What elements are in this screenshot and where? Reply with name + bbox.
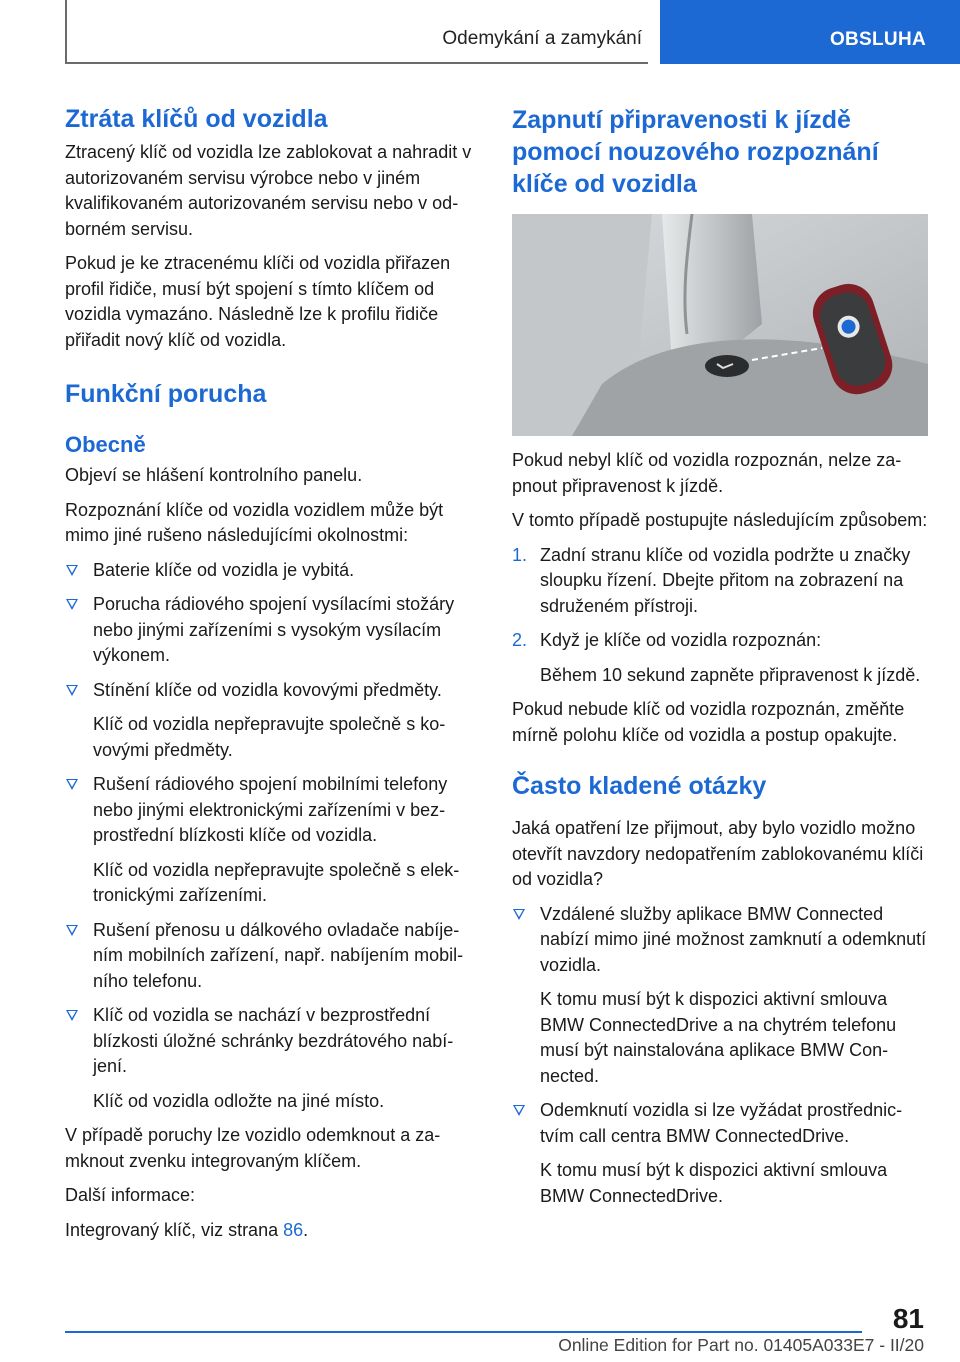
paragraph: V případě poruchy lze vozidlo odemknout a zamknout zvenku integrovaným klíčem. <box>65 1125 441 1171</box>
triangle-bullet-icon <box>66 925 78 936</box>
page-link-86[interactable]: 86 <box>283 1219 304 1240</box>
cross-reference-end: . <box>303 1219 309 1240</box>
list-item-text: Odemknutí vozidla si lze vyžádat prostřednictvím call centra BMW ConnectedDrive. <box>540 1100 903 1146</box>
footer-rule <box>65 1331 862 1333</box>
paragraph: Pokud nebyl klíč od vozidla rozpoznán, nelze zapnout připravenost k jízdě. <box>512 450 902 496</box>
list-item-note: Klíč od vozidla nepřepravujte společně s kovovými předměty. <box>93 714 446 760</box>
cross-reference <box>65 1218 478 1244</box>
list-item <box>65 1003 478 1114</box>
list-item <box>65 772 478 909</box>
triangle-bullet-icon <box>66 685 78 696</box>
list-item-text: Rušení přenosu u dálkového ovladače nabíjením mobilních zařízení, např. nabíjením mobilního telefonu. <box>93 919 464 991</box>
right-column <box>512 100 930 1218</box>
header-section-title: Odemykání a zamykání <box>442 28 642 49</box>
list-item <box>65 558 478 584</box>
list-item-text: Klíč od vozidla se nachází v bezprostřední blízkosti úložné schránky bezdrátového nabíjení. <box>93 1005 454 1076</box>
list-item <box>65 678 478 764</box>
header-chapter-label: OBSLUHA <box>829 29 926 50</box>
left-column <box>65 100 478 1252</box>
list-item-text: Stínění klíče od vozidla kovovými předměty. <box>93 679 442 700</box>
list-item <box>512 1098 930 1209</box>
list-item <box>65 918 478 995</box>
header-chapter-tab[interactable] <box>660 0 960 64</box>
triangle-bullet-icon <box>66 779 78 790</box>
subheading-general: Obecně <box>65 432 146 457</box>
paragraph: Další informace: <box>65 1185 196 1205</box>
header-rule-left <box>65 0 67 64</box>
triangle-bullet-icon <box>66 1010 78 1021</box>
heading-emergency-key-detection: Zapnutí připravenosti k jízdě pomocí nouzového rozpoznání klíče od vozidla <box>512 106 879 198</box>
paragraph: Jaká opatření lze přijmout, aby bylo vozidlo možno otevřít navzdory nedopatřením zablokovanému klíči od vozidla? <box>512 818 924 889</box>
heading-lost-keys: Ztráta klíčů od vozidla <box>65 105 328 133</box>
paragraph: Ztracený klíč od vozidla lze zablokovat a nahradit v autorizovaném servisu výrobce nebo v jiném kvalifikovaném autorizovaném servisu nebo v odborném servisu. <box>65 142 472 239</box>
step-item <box>512 628 930 688</box>
paragraph: V tomto případě postupujte následujícím způsobem: <box>512 510 928 530</box>
list-item-text: Porucha rádiového spojení vysílacími stožáry nebo jinými zařízeními s vysokým vysílacím výkonem. <box>93 594 455 665</box>
heading-malfunction: Funkční porucha <box>65 380 267 408</box>
step-number: 1. <box>512 544 528 565</box>
list-item-note: K tomu musí být k dispozici aktivní smlouva BMW ConnectedDrive a na chytrém telefonu musí být nainstalována aplikace BMW Connected. <box>540 989 897 1086</box>
list-item <box>512 902 930 1090</box>
step-text: Zadní stranu klíče od vozidla podržte u značky sloupku řízení. Dbejte přitom na zobrazení na sdruženém přístroji. <box>540 544 911 616</box>
list-item-note: Klíč od vozidla nepřepravujte společně s elektronickými zařízeními. <box>93 859 460 905</box>
triangle-bullet-icon <box>66 565 78 576</box>
list-item <box>65 592 478 669</box>
step-text: Když je klíče od vozidla rozpoznán: <box>540 630 822 650</box>
step-note: Během 10 sekund zapněte připravenost k jízdě. <box>540 664 921 685</box>
footer-edition: Online Edition for Part no. 01405A033E7 - II/20 <box>558 1335 924 1355</box>
paragraph: Objeví se hlášení kontrolního panelu. <box>65 465 363 485</box>
list-item-text: Vzdálené služby aplikace BMW Connected nabízí mimo jiné možnost zamknutí a odemknutí vozidla. <box>540 903 927 975</box>
heading-faq: Často kladené otázky <box>512 772 767 800</box>
list-item-text: Baterie klíče od vozidla je vybitá. <box>93 559 355 580</box>
steering-column-illustration <box>512 214 928 436</box>
page-number: 81 <box>892 1303 924 1334</box>
cross-reference-text: Integrovaný klíč, viz strana <box>65 1219 284 1240</box>
step-number: 2. <box>512 630 528 650</box>
paragraph: Pokud je ke ztracenému klíči od vozidla přiřazen profil řidiče, musí být spojení s tímto klíčem od vozidla vymazáno. Následně lze k profilu řidiče přiřadit nový klíč od vozidla. <box>65 253 451 350</box>
list-item-text: Rušení rádiového spojení mobilními telefony nebo jinými elektronickými zařízeními v bezprostřední blízkosti klíče od vozidla. <box>93 774 448 845</box>
triangle-bullet-icon <box>66 599 78 610</box>
steering-column-key-image <box>512 214 928 436</box>
triangle-bullet-icon <box>513 909 525 920</box>
paragraph: Pokud nebude klíč od vozidla rozpoznán, změňte mírně polohu klíče od vozidla a postup opakujte. <box>512 699 905 745</box>
list-item-note: Klíč od vozidla odložte na jiné místo. <box>93 1090 385 1111</box>
list-item-note: K tomu musí být k dispozici aktivní smlouva BMW ConnectedDrive. <box>540 1160 888 1206</box>
header-rule-bottom <box>65 62 648 64</box>
triangle-bullet-icon <box>513 1105 525 1116</box>
step-item <box>512 543 930 620</box>
paragraph: Rozpoznání klíče od vozidla vozidlem může být mimo jiné rušeno následujícími okolnostmi: <box>65 499 444 545</box>
